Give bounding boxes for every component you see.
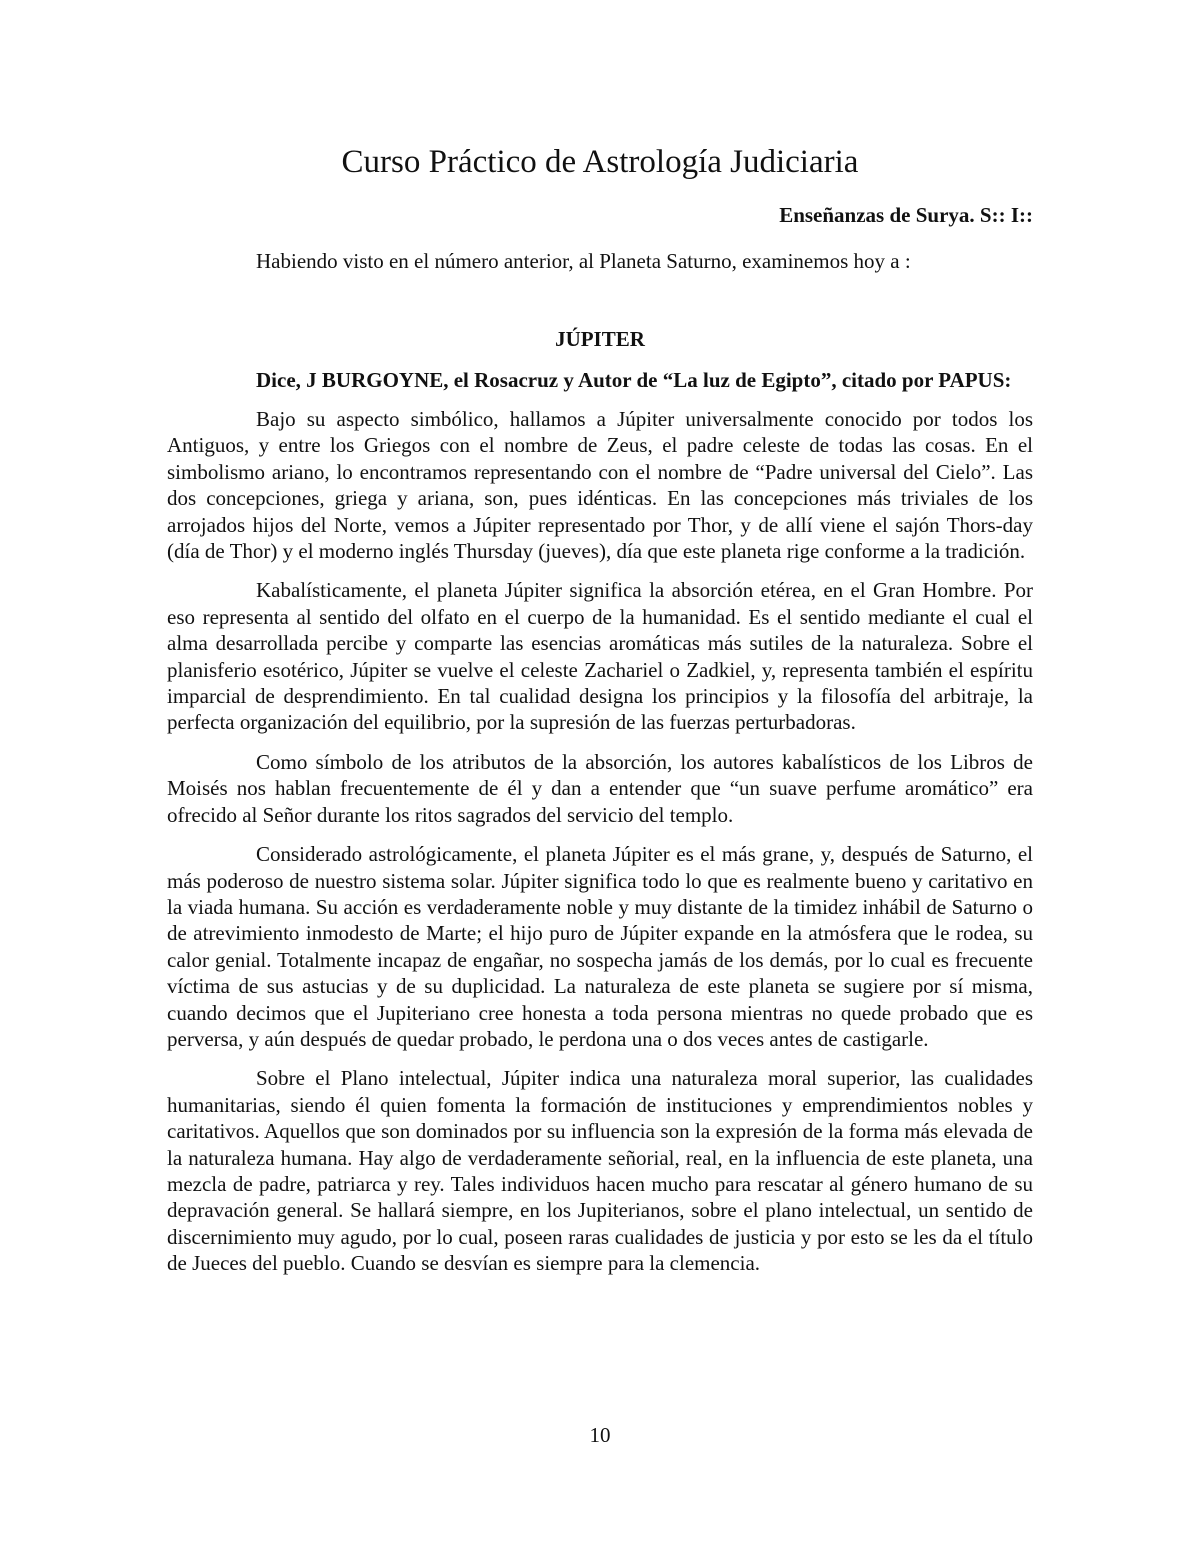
document-title: Curso Práctico de Astrología Judiciaria (341, 144, 859, 180)
body-paragraph: Considerado astrológicamente, el planeta Júpiter es el más grane, y, después de Saturno, el más poderoso de nuestro sistema solar. Júpiter significa todo lo que es realmente bueno y caritativo en la viada humana. Su acción es verdaderamente noble y muy distante de la timidez inhábil de Saturno o de atrevimiento inmodesto de Marte; el hijo puro de Júpiter expande en la atmósfera que le rodea, su calor genial. Totalmente incapaz de engañar, no sospecha jamás de los demás, por lo cual es frecuente víctima de sus astucias y de su duplicidad. La naturaleza de este planeta se sugiere por sí misma, cuando decimos que el Jupiteriano cree honesta a toda persona mientras no quede probado que es perversa, y aún después de quedar probado, le perdona una o dos veces antes de castigarle. (167, 842, 1033, 1051)
quote-intro: Dice, J BURGOYNE, el Rosacruz y Autor de “La luz de Egipto”, citado por PAPUS: (256, 368, 1012, 392)
body-paragraph: Bajo su aspecto simbólico, hallamos a Júpiter universalmente conocido por todos los Antiguos, y entre los Griegos con el nombre de Zeus, el padre celeste de todas las cosas. En el simbolismo ariano, lo encontramos representando con el nombre de “Padre universal del Cielo”. Las dos concepciones, griega y ariana, son, pues idénticas. En las concepciones más triviales de los arrojados hijos del Norte, vemos a Júpiter representado por Thor, y de allí viene el sajón Thors-day (día de Thor) y el moderno inglés Thursday (jueves), día que este planeta rige conforme a la tradición. (167, 407, 1033, 564)
body-paragraph: Como símbolo de los atributos de la absorción, los autores kabalísticos de los Libros de Moisés nos hablan frecuentemente de él y dan a entender que “un suave perfume aromático” era ofrecido al Señor durante los ritos sagrados del servicio del templo. (167, 749, 1033, 827)
intro-paragraph: Habiendo visto en el número anterior, al Planeta Saturno, examinemos hoy a : (256, 249, 911, 273)
body-paragraph: Kabalísticamente, el planeta Júpiter significa la absorción etérea, en el Gran Hombre. Por eso representa al sentido del olfato en el cuerpo de la humanidad. Es el sentido mediante el cual el alma desarrollada percibe y comparte las esencias aromáticas más sutiles de la naturaleza. Sobre el planisferio esotérico, Júpiter se vuelve el celeste Zachariel o Zadkiel, y, representa también el espíritu imparcial de desprendimiento. En tal cualidad designa los principios y la filosofía del arbitraje, la perfecta organización del equilibrio, por la supresión de las fuerzas perturbadoras. (167, 578, 1033, 735)
byline: Enseñanzas de Surya. S:: I:: (779, 203, 1033, 227)
page-number: 10 (589, 1423, 611, 1447)
body-paragraph: Sobre el Plano intelectual, Júpiter indica una naturaleza moral superior, las cualidades humanitarias, siendo él quien fomenta la formación de instituciones y emprendimientos nobles y caritativos. Aquellos que son dominados por su influencia son la expresión de la forma más elevada de la naturaleza humana. Hay algo de verdaderamente señorial, real, en la influencia de este planeta, una mezcla de padre, patriarca y rey. Tales individuos hacen mucho para rescatar al género humano de su depravación general. Se hallará siempre, en los Jupiterianos, sobre el plano intelectual, un sentido de discernimiento muy agudo, por lo cual, poseen raras cualidades de justicia y por esto se les da el título de Jueces del pueblo. Cuando se desvían es siempre para la clemencia. (167, 1066, 1033, 1276)
section-title: JÚPITER (555, 327, 645, 351)
document-page (167, 140, 1033, 1277)
